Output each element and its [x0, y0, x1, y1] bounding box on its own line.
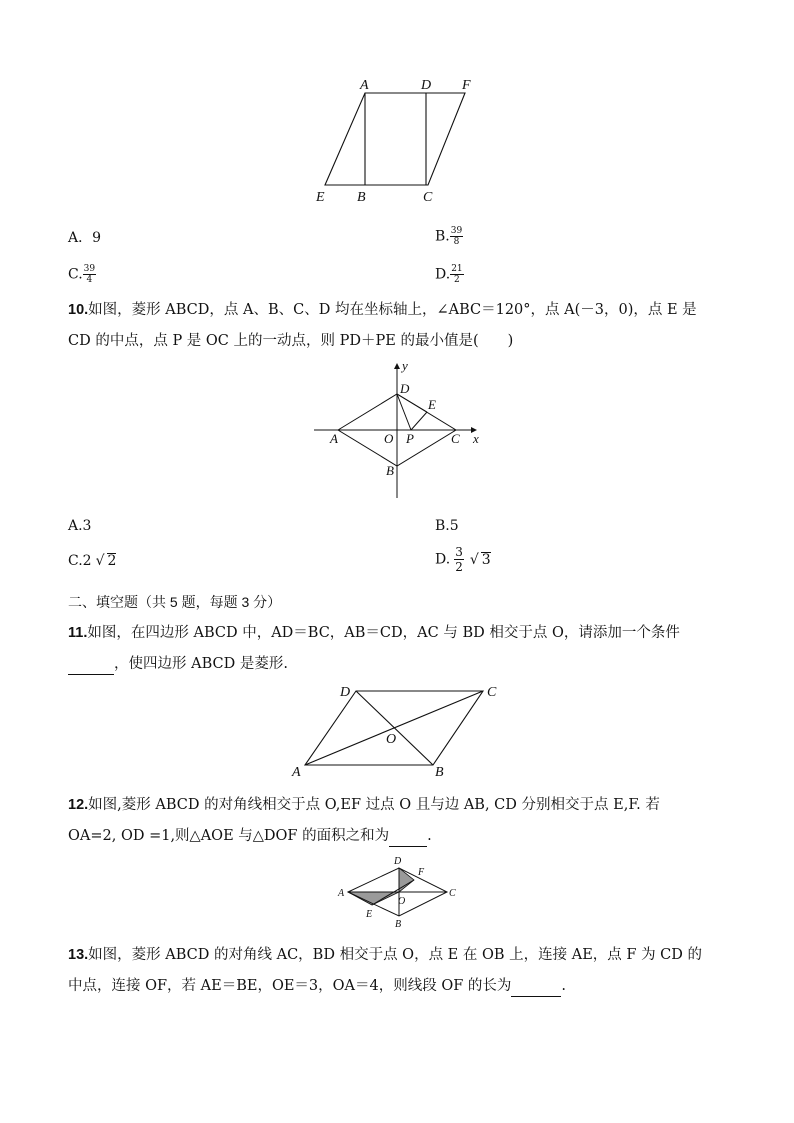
q9-label-c: C [423, 190, 433, 205]
q10-option-b: B.5 [435, 518, 459, 534]
q10-segment-dp [397, 394, 411, 430]
q10-option-d: D. $\frac{3}{2}$ √ 3 [435, 545, 491, 574]
q9-label-d: D [421, 78, 432, 93]
q10-label-y: y [402, 360, 408, 373]
q11-number: 11. [68, 625, 88, 641]
q9-option-c: C. $\frac{39}{4}$ [68, 264, 96, 285]
q12-line1: 12.如图,菱形 ABCD 的对角线相交于点 O,EF 过点 O 且与边 AB, CD 分别相交于点 E,F. 若 [68, 797, 660, 813]
q10-option-c: C.2 √ 2 [68, 553, 117, 569]
q10-option-d-fraction: $\frac{3}{2}$ [455, 545, 463, 574]
q10-label-d: D [400, 381, 410, 396]
q11-label-d: D [340, 685, 351, 700]
q13-number: 13. [68, 947, 89, 963]
q10-label-e: E [428, 397, 436, 412]
q9-option-c-fraction: $\frac{39}{4}$ [83, 264, 96, 285]
q10-option-c-radicand: 2 [107, 553, 117, 569]
q12-label-e: E [366, 909, 373, 920]
q10-label-p: P [406, 431, 414, 446]
q10-segment-de [397, 394, 427, 412]
q11-diagonal-bd [356, 691, 433, 765]
q12-label-o: O [398, 896, 406, 907]
q12-label-f: F [418, 867, 425, 878]
q12-label-b: B [395, 919, 402, 930]
q10-label-c: C [451, 431, 460, 446]
q12-line2: OA=2, OD =1,则△AOE 与△DOF 的面积之和为 . [68, 826, 432, 847]
q10-label-o: O [384, 431, 394, 446]
q10-label-a: A [330, 431, 338, 446]
q11-figure [285, 680, 505, 780]
q12-label-c: C [449, 888, 456, 899]
q10-segment-pe [411, 412, 427, 430]
q12-figure [335, 853, 465, 933]
q10-line2: CD 的中点，点 P 是 OC 上的一动点，则 PD＋PE 的最小值是( ) [68, 333, 514, 349]
q11-answer-blank[interactable] [68, 654, 114, 675]
q9-label-f: F [462, 78, 471, 93]
q11-label-o: O [386, 732, 397, 747]
q11-label-c: C [487, 685, 497, 700]
q11-line1: 11.如图，在四边形 ABCD 中，AD＝BC，AB＝CD，AC 与 BD 相交于点 O，请添加一个条件 [68, 625, 680, 641]
q9-option-b-fraction: $\frac{39}{8}$ [450, 226, 463, 247]
q9-figure [310, 72, 490, 208]
q13-line2: 中点，连接 OF，若 AE＝BE，OE＝3，OA＝4，则线段 OF 的长为 . [68, 976, 566, 997]
q11-line2: ，使四边形 ABCD 是菱形. [68, 654, 288, 675]
q10-option-a: A.3 [68, 518, 92, 534]
q12-answer-blank[interactable] [389, 826, 427, 847]
q12-number: 12. [68, 797, 89, 813]
q10-line1: 10.如图，菱形 ABCD，点 A、B、C、D 均在坐标轴上，∠ABC＝120°，点 A(－3，0)，点 E 是 [68, 302, 697, 318]
q9-label-e: E [316, 190, 325, 205]
q9-option-d: D. $\frac{21}{2}$ [435, 264, 463, 285]
q10-label-x: x [473, 431, 479, 446]
q9-option-d-fraction: $\frac{21}{2}$ [451, 264, 463, 285]
q10-label-b: B [386, 463, 394, 478]
q12-label-a: A [338, 888, 345, 899]
q10-number: 10. [68, 302, 89, 318]
q9-parallelogram [325, 93, 465, 185]
q13-answer-blank[interactable] [511, 976, 561, 997]
q13-line1: 13.如图，菱形 ABCD 的对角线 AC，BD 相交于点 O，点 E 在 OB 上，连接 AE，点 F 为 CD 的 [68, 947, 703, 963]
q9-option-a: A．9 [68, 230, 102, 246]
q10-figure [310, 360, 490, 500]
q9-option-b: B. $\frac{39}{8}$ [435, 226, 463, 247]
q9-label-a: A [360, 78, 369, 93]
q11-label-a: A [292, 765, 301, 780]
q12-label-d: D [394, 856, 402, 867]
q9-label-b: B [357, 190, 366, 205]
q10-option-d-radicand: 3 [481, 551, 491, 568]
section-2-title: 二、填空题（共 5 题，每题 3 分） [68, 594, 282, 610]
q11-label-b: B [435, 765, 444, 780]
